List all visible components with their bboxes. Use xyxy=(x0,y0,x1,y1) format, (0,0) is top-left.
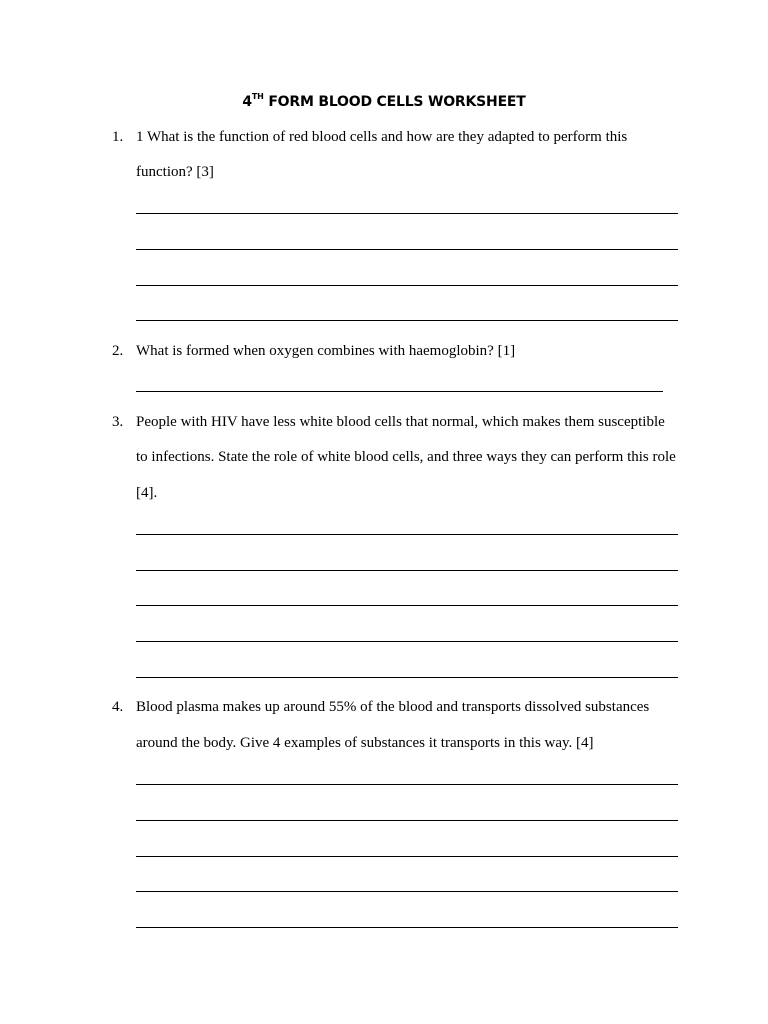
answer-line[interactable] xyxy=(136,320,678,321)
answer-line[interactable] xyxy=(136,249,678,250)
answer-line[interactable] xyxy=(136,391,663,392)
answer-line[interactable] xyxy=(136,891,678,892)
question-2-text-line-1: What is formed when oxygen combines with haemoglobin? [1] xyxy=(136,343,516,359)
answer-line[interactable] xyxy=(136,285,678,286)
question-4-text-line-1: Blood plasma makes up around 55% of the blood and transports dissolved substances xyxy=(136,699,650,715)
answer-line[interactable] xyxy=(136,605,678,606)
question-3-text-line-2: to infections. State the role of white blood cells, and three ways they can perform this role xyxy=(136,449,676,465)
title-ordinal-suffix: TH xyxy=(251,92,264,101)
answer-line[interactable] xyxy=(136,641,678,642)
question-1-text-line-1: 1 What is the function of red blood cells and how are they adapted to perform this xyxy=(136,129,628,145)
question-4-number: 4. xyxy=(112,699,124,715)
question-4-text-line-2: around the body. Give 4 examples of substances it transports in this way. [4] xyxy=(136,735,594,751)
answer-line[interactable] xyxy=(136,784,678,785)
answer-line[interactable] xyxy=(136,820,678,821)
answer-line[interactable] xyxy=(136,570,678,571)
title-text: FORM BLOOD CELLS WORKSHEET xyxy=(263,94,526,110)
answer-line[interactable] xyxy=(136,856,678,857)
question-1-text-line-2: function? [3] xyxy=(136,164,214,180)
question-3-number: 3. xyxy=(112,414,124,430)
worksheet-title xyxy=(0,94,768,110)
answer-line[interactable] xyxy=(136,534,678,535)
answer-line[interactable] xyxy=(136,213,678,214)
question-3-text-line-3: [4]. xyxy=(136,485,158,501)
question-2-number: 2. xyxy=(112,343,124,359)
answer-line[interactable] xyxy=(136,927,678,928)
title-number: 4 xyxy=(242,94,252,110)
question-1-number: 1. xyxy=(112,129,124,145)
question-3-text-line-1: People with HIV have less white blood cells that normal, which makes them susceptible xyxy=(136,414,665,430)
answer-line[interactable] xyxy=(136,677,678,678)
